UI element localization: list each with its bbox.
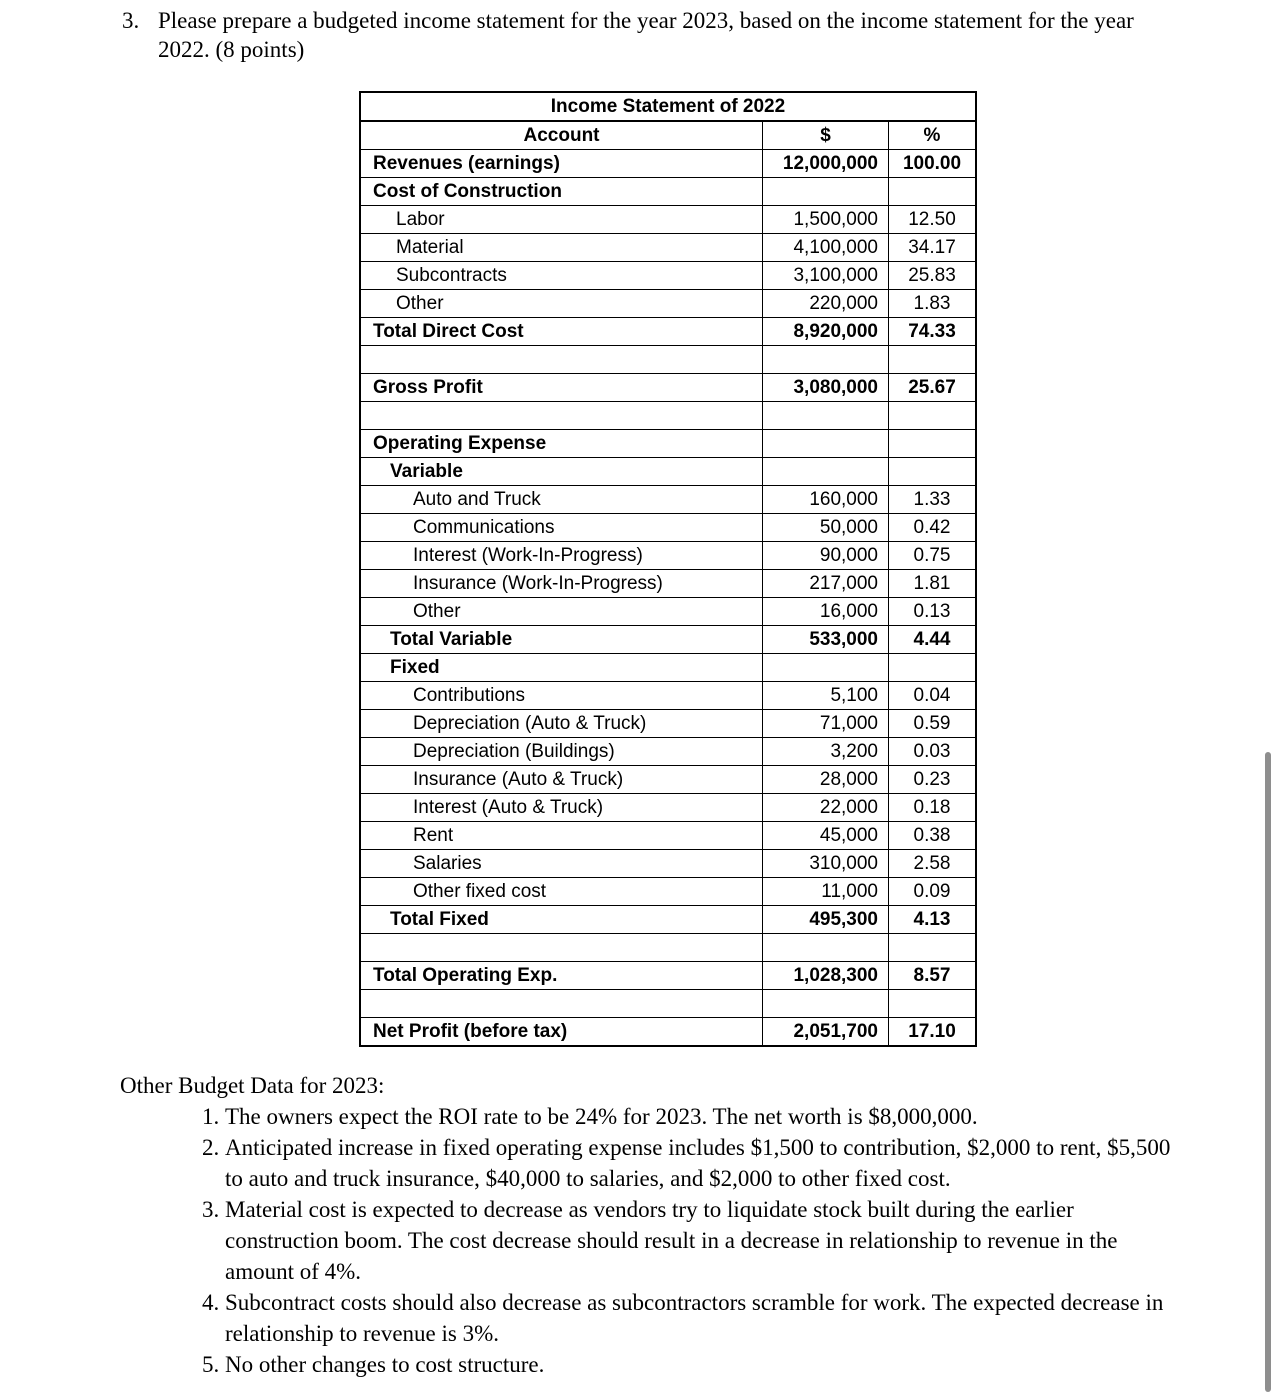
question-number: 3.: [122, 8, 140, 33]
row-percent: 100.00: [889, 150, 977, 178]
row-account: Total Operating Exp.: [360, 962, 763, 990]
scrollbar[interactable]: [1265, 752, 1271, 1392]
table-row: [360, 906, 976, 934]
row-amount: [763, 346, 889, 374]
row-account: Total Direct Cost: [360, 318, 763, 346]
table-row: [360, 486, 976, 514]
row-account: Total Fixed: [360, 906, 763, 934]
header-account: Account: [360, 121, 763, 150]
table-row: [360, 990, 976, 1018]
row-percent: 0.13: [889, 598, 977, 626]
row-account: Depreciation (Buildings): [360, 738, 763, 766]
row-percent: 25.67: [889, 374, 977, 402]
row-percent: [889, 346, 977, 374]
table-row: [360, 318, 976, 346]
header-percent: %: [889, 121, 977, 150]
row-account: Other: [360, 598, 763, 626]
table-row: [360, 150, 976, 178]
table-row: [360, 654, 976, 682]
row-account: Revenues (earnings): [360, 150, 763, 178]
row-percent: 4.13: [889, 906, 977, 934]
row-account: [360, 990, 763, 1018]
table-row: [360, 262, 976, 290]
row-amount: 11,000: [763, 878, 889, 906]
row-amount: 2,051,700: [763, 1018, 889, 1047]
row-percent: [889, 990, 977, 1018]
row-amount: 50,000: [763, 514, 889, 542]
row-percent: 0.09: [889, 878, 977, 906]
table-row: [360, 766, 976, 794]
row-amount: 4,100,000: [763, 234, 889, 262]
row-percent: 0.03: [889, 738, 977, 766]
row-account: Fixed: [360, 654, 763, 682]
row-amount: [763, 430, 889, 458]
table-row: [360, 962, 976, 990]
row-account: Total Variable: [360, 626, 763, 654]
row-amount: 533,000: [763, 626, 889, 654]
table-row: [360, 430, 976, 458]
other-budget-item: 4. Subcontract costs should also decrease as subcontractors scramble for work. The expected decrease in relationship to revenue is 3%.: [225, 1287, 1180, 1349]
row-percent: 4.44: [889, 626, 977, 654]
row-amount: 3,100,000: [763, 262, 889, 290]
row-amount: [763, 178, 889, 206]
row-amount: 3,200: [763, 738, 889, 766]
row-percent: 2.58: [889, 850, 977, 878]
other-budget-item: 2. Anticipated increase in fixed operating expense includes $1,500 to contribution, $2,000 to rent, $5,500 to auto and truck insurance, $40,000 to salaries, and $2,000 to other fixed cost.: [225, 1132, 1180, 1194]
row-amount: [763, 402, 889, 430]
row-percent: 12.50: [889, 206, 977, 234]
row-amount: 310,000: [763, 850, 889, 878]
row-account: Insurance (Work-In-Progress): [360, 570, 763, 598]
statement-body: [360, 150, 976, 1047]
table-row: [360, 542, 976, 570]
row-percent: 0.38: [889, 822, 977, 850]
statement-title: Income Statement of 2022: [360, 92, 976, 121]
row-account: Salaries: [360, 850, 763, 878]
table-row: [360, 794, 976, 822]
row-account: Material: [360, 234, 763, 262]
row-account: Operating Expense: [360, 430, 763, 458]
row-percent: [889, 402, 977, 430]
row-percent: 0.42: [889, 514, 977, 542]
row-percent: [889, 654, 977, 682]
row-amount: 16,000: [763, 598, 889, 626]
row-percent: 74.33: [889, 318, 977, 346]
table-row: [360, 738, 976, 766]
row-amount: [763, 458, 889, 486]
row-amount: 1,028,300: [763, 962, 889, 990]
row-account: Other: [360, 290, 763, 318]
row-percent: 0.04: [889, 682, 977, 710]
row-amount: 5,100: [763, 682, 889, 710]
row-account: Interest (Work-In-Progress): [360, 542, 763, 570]
row-account: Auto and Truck: [360, 486, 763, 514]
table-row: [360, 374, 976, 402]
other-budget-list: [120, 1101, 1180, 1380]
row-percent: 17.10: [889, 1018, 977, 1047]
table-row: [360, 458, 976, 486]
question: [122, 6, 1182, 64]
row-percent: 25.83: [889, 262, 977, 290]
table-row: [360, 682, 976, 710]
table-row: [360, 514, 976, 542]
row-account: [360, 934, 763, 962]
row-amount: [763, 934, 889, 962]
row-account: Labor: [360, 206, 763, 234]
table-row: [360, 626, 976, 654]
income-statement-table: [359, 91, 977, 1047]
row-account: Subcontracts: [360, 262, 763, 290]
header-amount: $: [763, 121, 889, 150]
row-percent: [889, 430, 977, 458]
row-amount: [763, 990, 889, 1018]
row-percent: 1.83: [889, 290, 977, 318]
row-account: Rent: [360, 822, 763, 850]
table-row: [360, 850, 976, 878]
other-budget-data: [120, 1070, 1180, 1380]
row-percent: [889, 178, 977, 206]
row-amount: 45,000: [763, 822, 889, 850]
row-amount: 217,000: [763, 570, 889, 598]
table-row: [360, 206, 976, 234]
table-row: [360, 1018, 976, 1047]
table-row: [360, 402, 976, 430]
table-row: [360, 934, 976, 962]
row-percent: 1.81: [889, 570, 977, 598]
row-percent: [889, 934, 977, 962]
row-account: [360, 346, 763, 374]
row-amount: 12,000,000: [763, 150, 889, 178]
row-amount: 3,080,000: [763, 374, 889, 402]
table-row: [360, 598, 976, 626]
row-amount: 71,000: [763, 710, 889, 738]
row-amount: 90,000: [763, 542, 889, 570]
table-row: [360, 178, 976, 206]
row-percent: [889, 458, 977, 486]
row-percent: 0.18: [889, 794, 977, 822]
table-row: [360, 234, 976, 262]
row-amount: 1,500,000: [763, 206, 889, 234]
row-account: Variable: [360, 458, 763, 486]
row-amount: [763, 654, 889, 682]
other-budget-item: 5. No other changes to cost structure.: [225, 1349, 1180, 1380]
row-percent: 34.17: [889, 234, 977, 262]
table-row: [360, 346, 976, 374]
table-row: [360, 822, 976, 850]
row-amount: 495,300: [763, 906, 889, 934]
other-budget-item: 3. Material cost is expected to decrease as vendors try to liquidate stock built during the earlier construction boom. The cost decrease should result in a decrease in relationship to revenue in the amount of 4%.: [225, 1194, 1180, 1287]
question-text: Please prepare a budgeted income statement for the year 2023, based on the income statement for the year 2022. (8 points): [158, 8, 1134, 62]
row-account: Other fixed cost: [360, 878, 763, 906]
row-account: [360, 402, 763, 430]
row-account: Depreciation (Auto & Truck): [360, 710, 763, 738]
row-amount: 160,000: [763, 486, 889, 514]
row-account: Contributions: [360, 682, 763, 710]
row-amount: 8,920,000: [763, 318, 889, 346]
table-row: [360, 878, 976, 906]
row-percent: 0.23: [889, 766, 977, 794]
row-amount: 28,000: [763, 766, 889, 794]
row-percent: 8.57: [889, 962, 977, 990]
row-account: Insurance (Auto & Truck): [360, 766, 763, 794]
other-budget-item: 1. The owners expect the ROI rate to be 24% for 2023. The net worth is $8,000,000.: [225, 1101, 1180, 1132]
row-percent: 1.33: [889, 486, 977, 514]
row-amount: 220,000: [763, 290, 889, 318]
row-account: Cost of Construction: [360, 178, 763, 206]
row-account: Communications: [360, 514, 763, 542]
row-percent: 0.75: [889, 542, 977, 570]
row-account: Interest (Auto & Truck): [360, 794, 763, 822]
other-budget-heading: Other Budget Data for 2023:: [120, 1073, 385, 1098]
row-amount: 22,000: [763, 794, 889, 822]
row-percent: 0.59: [889, 710, 977, 738]
table-row: [360, 570, 976, 598]
row-account: Net Profit (before tax): [360, 1018, 763, 1047]
row-account: Gross Profit: [360, 374, 763, 402]
table-row: [360, 290, 976, 318]
table-row: [360, 710, 976, 738]
